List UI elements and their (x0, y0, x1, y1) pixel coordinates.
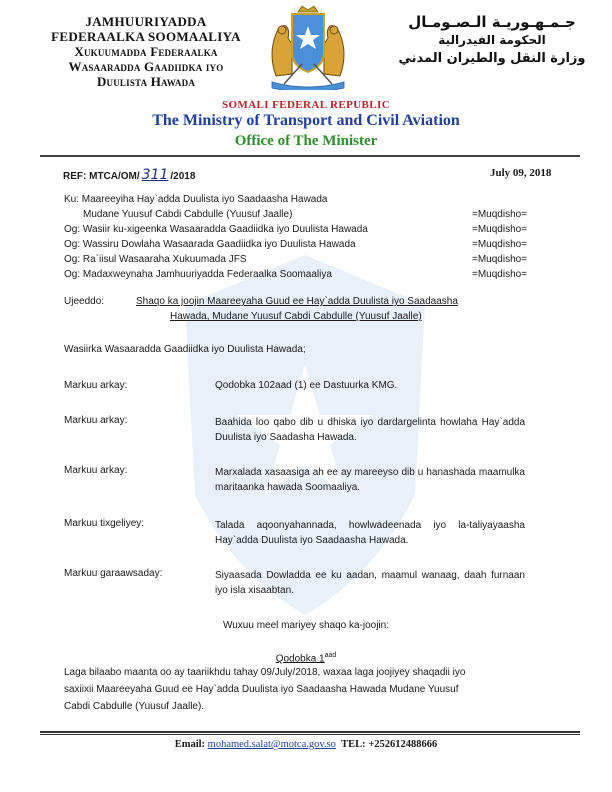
letter-date: July 09, 2018 (490, 167, 552, 179)
header-right-line1: جـمـهـوريـة الـصـومـال (408, 13, 576, 31)
header-left-line1: JAMHUURIYADDA (85, 14, 207, 29)
coat-of-arms-emblem (262, 4, 354, 90)
recipient-line: Ku: Maareeyiha Hay`adda Duulista iyo Saadaasha Hawada (64, 194, 328, 205)
article-line3: Cabdi Cabdulle (Yuusuf Jaalle). (64, 701, 205, 712)
subject-label: Ujeeddo: (64, 296, 105, 307)
footer-contact (0, 739, 612, 750)
ref-handwritten-number: 311 (141, 167, 169, 183)
recipient-line: Og: Madaxweynaha Jamhuuriyadda Federaalka Soomaaliya (64, 269, 332, 280)
header-divider (40, 155, 580, 157)
office-title: Office of The Minister (234, 133, 378, 149)
recipient-line: Mudane Yuusuf Cabdi Cabdulle (Yuusuf Jaalle) (83, 209, 293, 220)
republic-title: SOMALI FEDERAL REPUBLIC (221, 99, 391, 111)
article-heading-text: Qodobka 1 (275, 653, 325, 665)
recipient-line: Og: Wasiir ku-xigeenka Wasaaradda Gaadiidka iyo Duulista Hawada (64, 224, 368, 235)
article-line2: saxiixii Maareeyaha Guud ee Hay`adda Duulista iyo Saadaasha Hawada Mudane Yuusuf (64, 684, 459, 695)
header-left-line4: Wasaaradda Gaadiidka iyo (68, 59, 224, 74)
clause-text: Baahida loo qabo dib u dhiska iyo dardargelinta howlaha Hay`adda Duulista iyo Saadasha Hawada. (215, 417, 525, 443)
header-left-line3: Xukuumadda Federaalka (74, 44, 218, 59)
article-heading-sup: aad (324, 652, 337, 659)
intro-line: Wasiirka Wasaaradda Gaadiidka iyo Duulista Hawada; (64, 344, 306, 355)
reference-number (63, 167, 195, 183)
header-right-arabic (392, 12, 592, 68)
ref-prefix: REF: MTCA/OM/ (63, 171, 140, 182)
clause-label: Markuu arkay: (64, 415, 128, 426)
recipient-place: =Muqdisho= (472, 254, 528, 265)
clause-text: Qodobka 102aad (1) ee Dastuurka KMG. (215, 380, 398, 391)
clause-text: Marxalada xasaasiga ah ee ay mareeyso dib u hanashada maamulka maritaanka hawada Soomaaliya. (215, 467, 525, 493)
subject-line2: Hawada, Mudane Yuusuf Cabdi Cabdulle (Yuusuf Jaalle) (170, 311, 422, 322)
clause-label: Markuu arkay: (64, 465, 128, 476)
decision-line: Wuxuu meel mariyey shaqo ka-joojin: (222, 620, 389, 631)
email-label: Email: (174, 739, 206, 750)
header-left-line2: FEDERAALKA SOOMAALIYA (51, 29, 241, 44)
header-left (46, 14, 246, 89)
ref-suffix: /2018 (170, 171, 196, 182)
recipient-line: Og: Ra`iisul Wasaaraha Xukuumada JFS (64, 254, 247, 265)
header-right-line2: الحكومة الفيدرالية (438, 33, 546, 47)
footer-divider (40, 731, 580, 733)
tel-label: TEL: (341, 739, 366, 750)
recipient-line: Og: Wassiru Dowlaha Wasaarada Gaadiidka iyo Duulista Hawada (64, 239, 356, 250)
clause-label: Markuu tixgeliyey: (64, 518, 145, 529)
clause-text: Talada aqoonyahannada, howlwadeenada iyo la-taliyayaasha Hay`adda Duulista iyo Saadaasha Hawada. (215, 520, 525, 546)
header-left-line5: Duulista Hawada (96, 74, 196, 89)
footer-divider-thin (40, 734, 580, 735)
recipient-place: =Muqdisho= (472, 209, 528, 220)
article-line1: Laga bilaabo maanta oo ay taariikhdu tahay 09/July/2018, waxaa laga joojiyey shaqadii iyo (64, 667, 466, 678)
header-right-line3: وزارة النقل والطيران المدني (398, 51, 586, 66)
clause-text: Siyaasada Dowladda ee ku aadan, maamul wanaag, daah furnaan iyo isla xisaabtan. (215, 570, 525, 596)
recipient-place: =Muqdisho= (472, 269, 528, 280)
email-link[interactable]: mohamed.salat@motca.gov.so (207, 739, 336, 750)
clause-label: Markuu arkay: (64, 380, 128, 391)
subject-line1: Shaqo ka joojin Maareeyaha Guud ee Hay`adda Duulista iyo Saadaasha (136, 296, 458, 307)
clause-label: Markuu garaawsaday: (64, 568, 163, 579)
article-heading (0, 650, 612, 665)
recipient-place: =Muqdisho= (472, 239, 528, 250)
recipient-place: =Muqdisho= (472, 224, 528, 235)
tel-number: +252612488666 (368, 739, 438, 750)
ministry-title: The Ministry of Transport and Civil Aviation (152, 112, 460, 129)
